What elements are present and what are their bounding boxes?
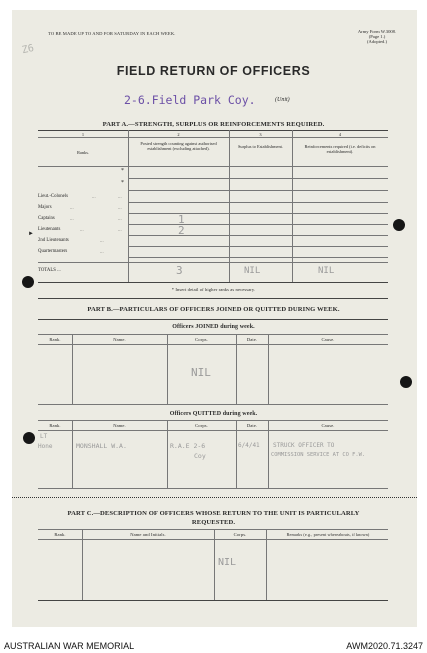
quitted-col-rank: Rank. xyxy=(49,423,61,428)
part-c-col-rank: Rank. xyxy=(54,532,66,537)
quitted-cause: STRUCK OFFICER TO xyxy=(273,442,335,449)
quitted-rank: LT xyxy=(40,433,48,440)
rank-dots-5: ... xyxy=(100,238,104,243)
hand-reinf: NIL xyxy=(318,266,335,276)
quitted-col-name: Name. xyxy=(113,423,126,428)
quitted-col-date: Date. xyxy=(246,423,258,428)
totals-label xyxy=(38,268,61,273)
rank-lieutenants: Lieutenants xyxy=(38,227,61,232)
part-c-heading xyxy=(0,509,427,527)
arrow-mark-icon: ► xyxy=(28,231,34,237)
joined-col-cause: Cause. xyxy=(321,337,335,342)
part-a-heading: PART A.—STRENGTH, SURPLUS OR REINFORCEMENTS REQUIRED. xyxy=(102,121,325,128)
form-page-text: (Page 1.) xyxy=(368,34,386,39)
joined-col-rank: Rank. xyxy=(49,337,61,342)
col-reinf-header: Reinforcements required (i.e. deficits on establishment). xyxy=(304,144,376,154)
pencil-mark: Z6 xyxy=(20,42,36,57)
unit-name: 2-6.Field Park Coy. xyxy=(124,93,256,107)
col-ranks-header: Ranks. xyxy=(76,150,90,155)
col-number-2: 2 xyxy=(177,132,180,137)
col-posted-header: Posted strength counting against authorised establishment (excluding attached). xyxy=(140,141,217,151)
quitted-rank-2: Hone xyxy=(38,443,53,450)
part-c-hand-nil: NIL xyxy=(218,557,237,568)
rank-dots-1: ... xyxy=(92,194,96,199)
rank-dots-3: ... xyxy=(70,216,74,221)
rank-dots-2b: ... xyxy=(118,205,122,210)
col-number-1: 1 xyxy=(81,132,85,137)
quitted-col-corps: Corps. xyxy=(195,423,208,428)
footer-source: AUSTRALIAN WAR MEMORIAL xyxy=(4,641,135,651)
rank-dots-4: ... xyxy=(80,227,84,232)
hand-surplus: NIL xyxy=(244,266,261,276)
form-adopted-text: (Adopted.) xyxy=(366,39,388,44)
hand-captains: 1 xyxy=(178,213,185,226)
part-c-col-remarks: Remarks (e.g., present whereabouts, if known) xyxy=(286,532,370,537)
quitted-name: MONSHALL W.A. xyxy=(76,442,127,450)
part-c-heading-line1: PART C.—DESCRIPTION OF OFFICERS WHOSE RETURN TO THE UNIT IS PARTICULARLY xyxy=(67,510,360,517)
totals-dots: ... xyxy=(57,268,61,273)
quitted-col-cause: Cause. xyxy=(321,423,335,428)
rank-dots-2: ... xyxy=(70,205,74,210)
punch-hole-2 xyxy=(22,276,34,288)
rank-dots-6: ... xyxy=(100,249,104,254)
part-a-footnote: * Insert detail of higher ranks as necessary. xyxy=(171,287,256,292)
rank-captains: Captains xyxy=(38,216,55,221)
part-c-col-corps: Corps. xyxy=(233,532,247,537)
rank-quartermasters: Quartermasters xyxy=(38,249,68,254)
joined-col-name: Name. xyxy=(113,337,126,342)
rank-lieut-colonels: Lieut.-Colonels xyxy=(38,194,68,199)
punch-hole-4 xyxy=(23,432,35,444)
joined-col-corps: Corps. xyxy=(195,337,208,342)
punch-hole-1 xyxy=(393,219,405,231)
rank-dots-1b: ... xyxy=(118,194,122,199)
rank-majors: Majors xyxy=(38,205,52,210)
part-b-heading: PART B.—PARTICULARS OF OFFICERS JOINED OR QUITTED DURING WEEK. xyxy=(87,306,340,313)
hand-lieutenants: 2 xyxy=(178,224,185,237)
header-instruction: TO BE MADE UP TO AND FOR SATURDAY IN EACH WEEK. xyxy=(48,31,176,36)
quitted-cause-2: COMMISSION SERVICE AT CO F.W. xyxy=(271,452,366,458)
col-surplus-header: Surplus to Establishment. xyxy=(237,144,283,149)
form-number xyxy=(356,29,398,44)
part-c-heading-line2: REQUESTED. xyxy=(191,519,236,526)
page-title: FIELD RETURN OF OFFICERS xyxy=(116,64,311,78)
hand-total: 3 xyxy=(176,264,183,277)
form-number-text: Army Form W.3008. xyxy=(357,29,397,34)
star-row-2: * xyxy=(121,180,124,186)
col-number-3: 3 xyxy=(259,132,262,137)
perforation-line xyxy=(12,497,417,498)
quitted-date: 6/4/41 xyxy=(238,442,260,449)
punch-hole-3 xyxy=(400,376,412,388)
part-c-col-name: Name and Initials. xyxy=(130,532,166,537)
rank-2nd-lieutenants: 2nd Lieutenants xyxy=(38,238,69,243)
rank-dots-4b: ... xyxy=(118,227,122,232)
star-row-1: * xyxy=(121,168,124,174)
col-number-4: 4 xyxy=(338,132,342,137)
totals-text: TOTALS xyxy=(38,268,56,273)
rank-dots-3b: ... xyxy=(118,216,122,221)
joined-col-date: Date. xyxy=(246,337,258,342)
joined-hand-nil: NIL xyxy=(191,366,211,379)
quitted-corps-2: Coy xyxy=(194,452,206,460)
joined-title: Officers JOINED during week. xyxy=(172,324,255,330)
unit-label: (Unit) xyxy=(275,97,290,103)
footer-accession: AWM2020.71.3247 xyxy=(346,641,423,651)
quitted-title: Officers QUITTED during week. xyxy=(169,411,258,417)
quitted-corps: R.A.E 2-6 xyxy=(170,442,206,450)
